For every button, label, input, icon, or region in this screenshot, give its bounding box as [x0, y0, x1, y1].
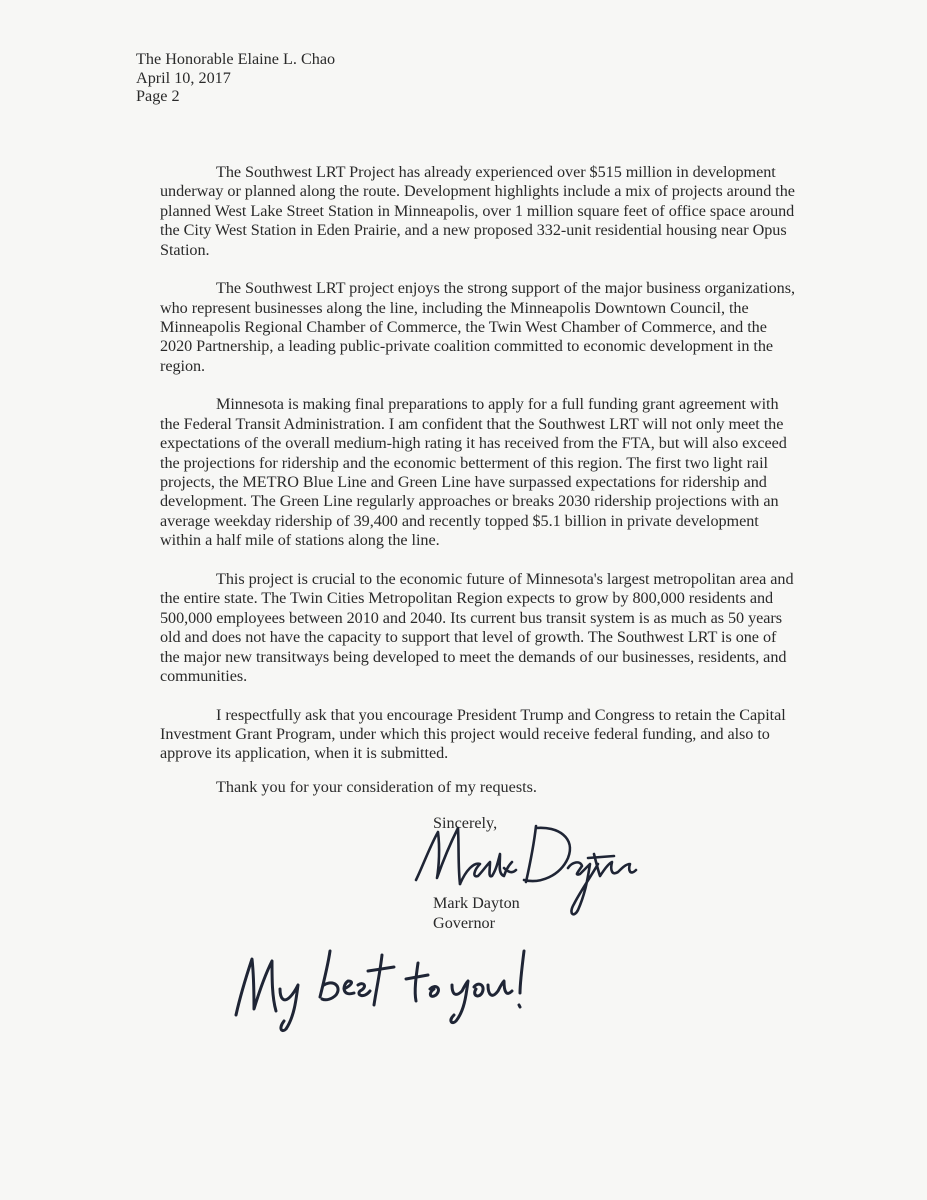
paragraph-funding-grant: Minnesota is making final preparations to apply for a full funding grant agreement with the Federal Transit Administration. I am confident that the Southwest LRT will not only meet the expectations of the overall medium-high rating it has received from the FTA, but will also exceed the projections for ridership and the economic betterment of this region. The first two light rail projects, the METRO Blue Line and Green Line have surpassed expectations for ridership and development. The Green Line regularly approaches or breaks 2030 ridership projections with an average weekday ridership of 39,400 and recently topped $5.1 billion in private development within a half mile of stations along the line. — [160, 395, 787, 550]
page-number: Page 2 — [136, 87, 180, 105]
handwritten-note — [224, 945, 534, 1035]
handwritten-signature — [408, 818, 648, 928]
letter-body — [160, 163, 796, 783]
valediction: Sincerely, — [433, 814, 498, 832]
date-line: April 10, 2017 — [136, 68, 231, 87]
signer-name: Mark Dayton — [433, 894, 520, 912]
paragraph-development: The Southwest LRT Project has already experienced over $515 million in development underway or planned along the route. Development highlights include a mix of projects around the planned West Lake Street Station in Minneapolis, over 1 million square feet of office space around the City West Station in Eden Prairie, and a new proposed 332-unit residential housing near Opus Station. — [160, 163, 795, 259]
recipient-line: The Honorable Elaine L. Chao — [136, 50, 336, 68]
closing-line: Thank you for your consideration of my requests. — [216, 778, 537, 796]
paragraph-request: I respectfully ask that you encourage President Trump and Congress to retain the Capital Investment Grant Program, under which this project would receive federal funding, and also to approve its application, when it is submitted. — [160, 705, 786, 763]
paragraph-business-support: The Southwest LRT project enjoys the strong support of the major business organizations, who represent businesses along the line, including the Minneapolis Downtown Council, the Minneapolis Regional Chamber of Commerce, the Twin West Chamber of Commerce, and the 2020 Partnership, a leading public-private coalition committed to economic development in the region. — [160, 279, 795, 375]
letter-header — [136, 50, 335, 106]
paragraph-economic-future: This project is crucial to the economic future of Minnesota's largest metropolitan area and the entire state. The Twin Cities Metropolitan Region expects to grow by 800,000 residents and 500,000 employees between 2010 and 2040. Its current bus transit system is as much as 50 years old and does not have the capacity to support that level of growth. The Southwest LRT is one of the major new transitways being developed to meet the demands of our businesses, residents, and communities. — [160, 569, 794, 685]
signer-title: Governor — [433, 914, 496, 932]
